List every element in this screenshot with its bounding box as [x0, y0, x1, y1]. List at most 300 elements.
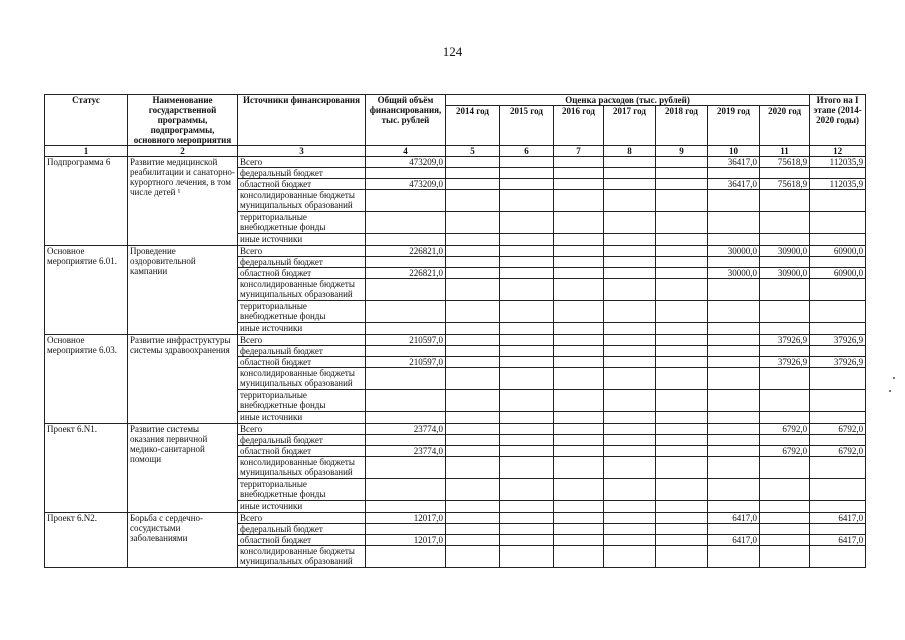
row-year-empty: [500, 368, 554, 390]
row-stage-total: 6417,0: [810, 535, 866, 546]
row-2019: [708, 457, 760, 479]
row-source: консолидированные бюджеты муниципальных образований: [238, 546, 366, 568]
row-year-empty: [604, 335, 656, 346]
row-year-empty: [446, 246, 500, 257]
row-year-empty: [656, 323, 708, 335]
row-year-empty: [500, 168, 554, 179]
row-year-empty: [656, 535, 708, 546]
row-year-empty: [554, 390, 604, 412]
row-2019: 6417,0: [708, 535, 760, 546]
row-year-empty: [554, 212, 604, 234]
row-year-empty: [656, 335, 708, 346]
row-total: [366, 212, 446, 234]
table-row: [45, 335, 866, 346]
row-source: федеральный бюджет: [238, 346, 366, 357]
row-total: 473209,0: [366, 179, 446, 190]
row-year-empty: [604, 257, 656, 268]
row-year-empty: [554, 357, 604, 368]
row-year-empty: [604, 212, 656, 234]
row-year-empty: [604, 323, 656, 335]
row-2020: [760, 535, 810, 546]
row-year-empty: [656, 368, 708, 390]
row-stage-total: [810, 346, 866, 357]
row-year-empty: [554, 435, 604, 446]
row-total: [366, 501, 446, 513]
row-year-empty: [554, 179, 604, 190]
row-stage-total: [810, 168, 866, 179]
row-2020: 6792,0: [760, 446, 810, 457]
row-year-empty: [446, 546, 500, 568]
row-total: [366, 279, 446, 301]
row-year-empty: [500, 435, 554, 446]
row-year-empty: [446, 412, 500, 424]
row-year-empty: [554, 257, 604, 268]
row-2019: [708, 323, 760, 335]
header-year: 2017 год: [604, 106, 656, 146]
row-stage-total: [810, 212, 866, 234]
row-year-empty: [500, 357, 554, 368]
row-2019: 36417,0: [708, 157, 760, 168]
row-stage-total: 6792,0: [810, 446, 866, 457]
row-total: [366, 546, 446, 568]
row-year-empty: [656, 168, 708, 179]
row-year-empty: [446, 157, 500, 168]
row-2020: [760, 279, 810, 301]
row-stage-total: [810, 524, 866, 535]
row-year-empty: [500, 524, 554, 535]
column-number: 4: [366, 146, 446, 157]
row-year-empty: [554, 546, 604, 568]
row-year-empty: [554, 246, 604, 257]
header-year: 2016 год: [554, 106, 604, 146]
header-source: Источники финансирования: [238, 95, 366, 146]
row-year-empty: [604, 524, 656, 535]
row-name: Борьба с сердечно-сосудистыми заболеваниями: [128, 513, 238, 568]
row-year-empty: [446, 524, 500, 535]
row-source: областной бюджет: [238, 179, 366, 190]
row-total: [366, 346, 446, 357]
row-2020: [760, 501, 810, 513]
row-stage-total: [810, 501, 866, 513]
row-2020: [760, 457, 810, 479]
row-source: федеральный бюджет: [238, 524, 366, 535]
row-stage-total: [810, 546, 866, 568]
row-stage-total: [810, 368, 866, 390]
row-year-empty: [604, 457, 656, 479]
row-total: 226821,0: [366, 246, 446, 257]
row-total: [366, 323, 446, 335]
row-total: [366, 168, 446, 179]
row-source: территориальные внебюджетные фонды: [238, 301, 366, 323]
row-year-empty: [500, 190, 554, 212]
row-total: [366, 257, 446, 268]
budget-table: [44, 94, 866, 568]
row-2020: 30900,0: [760, 246, 810, 257]
row-source: областной бюджет: [238, 535, 366, 546]
row-2019: [708, 301, 760, 323]
row-2020: [760, 524, 810, 535]
row-source: иные источники: [238, 234, 366, 246]
header-total: Общий объём финансирования, тыс. рублей: [366, 95, 446, 146]
row-2020: [760, 168, 810, 179]
row-stage-total: 112035,9: [810, 179, 866, 190]
row-year-empty: [554, 479, 604, 501]
row-year-empty: [446, 424, 500, 435]
row-year-empty: [656, 346, 708, 357]
row-status: Основное мероприятие 6.01.: [45, 246, 128, 335]
row-2019: [708, 234, 760, 246]
row-year-empty: [446, 212, 500, 234]
row-2020: [760, 412, 810, 424]
row-2020: 75618,9: [760, 179, 810, 190]
row-2020: [760, 546, 810, 568]
row-year-empty: [500, 335, 554, 346]
row-year-empty: [554, 279, 604, 301]
row-stage-total: 37926,9: [810, 335, 866, 346]
row-total: 12017,0: [366, 513, 446, 524]
row-year-empty: [446, 268, 500, 279]
row-2019: 30000,0: [708, 246, 760, 257]
row-2019: [708, 257, 760, 268]
row-status: Проект 6.N2.: [45, 513, 128, 568]
row-source: иные источники: [238, 501, 366, 513]
row-year-empty: [604, 535, 656, 546]
row-2020: 37926,9: [760, 357, 810, 368]
row-source: иные источники: [238, 323, 366, 335]
row-2019: [708, 212, 760, 234]
row-year-empty: [604, 479, 656, 501]
row-year-empty: [554, 335, 604, 346]
row-name: Проведение оздоровительной кампании: [128, 246, 238, 335]
row-year-empty: [656, 268, 708, 279]
row-year-empty: [500, 479, 554, 501]
row-2020: 30900,0: [760, 268, 810, 279]
column-number: 7: [554, 146, 604, 157]
row-year-empty: [500, 301, 554, 323]
row-year-empty: [604, 246, 656, 257]
row-source: Всего: [238, 424, 366, 435]
row-2020: [760, 234, 810, 246]
row-source: консолидированные бюджеты муниципальных образований: [238, 190, 366, 212]
row-stage-total: [810, 479, 866, 501]
row-name: Развитие системы оказания первичной медико-санитарной помощи: [128, 424, 238, 513]
column-number-row: [45, 146, 866, 157]
row-stage-total: [810, 279, 866, 301]
row-year-empty: [446, 501, 500, 513]
row-year-empty: [554, 501, 604, 513]
row-year-empty: [446, 234, 500, 246]
table-row: [45, 246, 866, 257]
row-year-empty: [554, 234, 604, 246]
row-year-empty: [446, 390, 500, 412]
row-year-empty: [500, 323, 554, 335]
row-year-empty: [446, 190, 500, 212]
row-year-empty: [656, 501, 708, 513]
row-stage-total: [810, 301, 866, 323]
column-number: 8: [604, 146, 656, 157]
row-2020: [760, 323, 810, 335]
row-year-empty: [656, 479, 708, 501]
header-name: Наименование государственной программы, подпрограммы, основного мероприятия: [128, 95, 238, 146]
row-2019: [708, 524, 760, 535]
row-year-empty: [446, 446, 500, 457]
table-row: [45, 513, 866, 524]
row-2019: [708, 390, 760, 412]
row-year-empty: [604, 234, 656, 246]
row-year-empty: [554, 190, 604, 212]
row-2020: [760, 301, 810, 323]
row-name: Развитие медицинской реабилитации и санаторно-курортного лечения, в том числе детей ¹: [128, 157, 238, 246]
header-year: 2019 год: [708, 106, 760, 146]
table-row: [45, 424, 866, 435]
column-number: 3: [238, 146, 366, 157]
row-year-empty: [604, 368, 656, 390]
row-year-empty: [604, 268, 656, 279]
header-year: 2015 год: [500, 106, 554, 146]
row-2019: [708, 546, 760, 568]
row-2020: [760, 257, 810, 268]
row-2020: 75618,9: [760, 157, 810, 168]
row-year-empty: [604, 446, 656, 457]
row-year-empty: [656, 546, 708, 568]
row-year-empty: [500, 457, 554, 479]
row-year-empty: [656, 412, 708, 424]
row-year-empty: [554, 524, 604, 535]
row-2019: [708, 346, 760, 357]
row-year-empty: [446, 179, 500, 190]
row-source: Всего: [238, 513, 366, 524]
row-year-empty: [554, 412, 604, 424]
column-number: 2: [128, 146, 238, 157]
row-year-empty: [446, 301, 500, 323]
row-2019: [708, 479, 760, 501]
row-total: 23774,0: [366, 424, 446, 435]
row-total: 12017,0: [366, 535, 446, 546]
row-2019: [708, 168, 760, 179]
row-source: территориальные внебюджетные фонды: [238, 212, 366, 234]
row-year-empty: [554, 513, 604, 524]
row-2019: 6417,0: [708, 513, 760, 524]
row-total: 226821,0: [366, 268, 446, 279]
row-year-empty: [500, 446, 554, 457]
row-year-empty: [604, 513, 656, 524]
row-year-empty: [656, 424, 708, 435]
row-year-empty: [604, 346, 656, 357]
row-name: Развитие инфраструктуры системы здравоохранения: [128, 335, 238, 424]
row-year-empty: [554, 368, 604, 390]
scan-speck: [893, 377, 895, 379]
row-year-empty: [604, 390, 656, 412]
page-number: 124: [442, 44, 463, 59]
row-year-empty: [500, 501, 554, 513]
row-year-empty: [500, 535, 554, 546]
row-year-empty: [604, 279, 656, 301]
row-2019: 30000,0: [708, 268, 760, 279]
row-year-empty: [656, 446, 708, 457]
row-total: 210597,0: [366, 335, 446, 346]
row-year-empty: [500, 279, 554, 301]
row-2019: 36417,0: [708, 179, 760, 190]
row-year-empty: [500, 412, 554, 424]
row-stage-total: 60900,0: [810, 246, 866, 257]
row-year-empty: [554, 457, 604, 479]
row-total: 210597,0: [366, 357, 446, 368]
row-year-empty: [446, 346, 500, 357]
row-total: [366, 390, 446, 412]
row-2020: [760, 513, 810, 524]
row-2019: [708, 357, 760, 368]
row-total: 473209,0: [366, 157, 446, 168]
row-year-empty: [604, 157, 656, 168]
row-year-empty: [554, 323, 604, 335]
row-total: [366, 479, 446, 501]
row-year-empty: [554, 157, 604, 168]
row-year-empty: [500, 257, 554, 268]
row-year-empty: [500, 212, 554, 234]
row-year-empty: [604, 424, 656, 435]
row-year-empty: [656, 190, 708, 212]
row-year-empty: [446, 335, 500, 346]
row-year-empty: [446, 257, 500, 268]
row-year-empty: [500, 157, 554, 168]
row-total: [366, 524, 446, 535]
row-year-empty: [604, 435, 656, 446]
row-year-empty: [446, 357, 500, 368]
row-year-empty: [500, 513, 554, 524]
scan-speck: [889, 390, 891, 392]
row-year-empty: [446, 513, 500, 524]
row-year-empty: [656, 157, 708, 168]
row-year-empty: [656, 301, 708, 323]
row-2020: [760, 190, 810, 212]
row-total: [366, 412, 446, 424]
row-source: консолидированные бюджеты муниципальных образований: [238, 368, 366, 390]
row-source: федеральный бюджет: [238, 168, 366, 179]
row-stage-total: 6792,0: [810, 424, 866, 435]
row-year-empty: [604, 301, 656, 323]
row-2020: 6792,0: [760, 424, 810, 435]
row-year-empty: [446, 279, 500, 301]
row-2019: [708, 335, 760, 346]
row-2019: [708, 435, 760, 446]
row-year-empty: [656, 524, 708, 535]
row-year-empty: [604, 190, 656, 212]
row-stage-total: 60900,0: [810, 268, 866, 279]
column-number: 12: [810, 146, 866, 157]
row-stage-total: [810, 190, 866, 212]
row-2020: [760, 435, 810, 446]
row-source: областной бюджет: [238, 268, 366, 279]
row-year-empty: [500, 246, 554, 257]
row-status: Основное мероприятие 6.03.: [45, 335, 128, 424]
column-number: 1: [45, 146, 128, 157]
row-year-empty: [554, 268, 604, 279]
row-2019: [708, 412, 760, 424]
row-year-empty: [500, 346, 554, 357]
row-2019: [708, 501, 760, 513]
row-source: иные источники: [238, 412, 366, 424]
row-year-empty: [500, 179, 554, 190]
header-year: 2018 год: [656, 106, 708, 146]
row-2019: [708, 190, 760, 212]
row-total: [366, 368, 446, 390]
row-year-empty: [604, 357, 656, 368]
row-year-empty: [500, 268, 554, 279]
row-year-empty: [604, 179, 656, 190]
row-source: Всего: [238, 157, 366, 168]
header-stage-total: Итого на I этапе (2014-2020 годы): [810, 95, 866, 146]
row-year-empty: [446, 479, 500, 501]
row-year-empty: [656, 212, 708, 234]
row-year-empty: [656, 513, 708, 524]
row-2020: [760, 368, 810, 390]
row-year-empty: [554, 168, 604, 179]
row-total: [366, 457, 446, 479]
row-source: федеральный бюджет: [238, 257, 366, 268]
row-source: консолидированные бюджеты муниципальных образований: [238, 279, 366, 301]
row-2019: [708, 279, 760, 301]
row-stage-total: 6417,0: [810, 513, 866, 524]
row-year-empty: [446, 168, 500, 179]
row-year-empty: [500, 424, 554, 435]
table-row: [45, 157, 866, 168]
row-year-empty: [656, 179, 708, 190]
row-year-empty: [656, 457, 708, 479]
row-year-empty: [500, 234, 554, 246]
header-year: 2014 год: [446, 106, 500, 146]
row-stage-total: [810, 435, 866, 446]
row-year-empty: [604, 412, 656, 424]
row-stage-total: [810, 412, 866, 424]
header-status: Статус: [45, 95, 128, 146]
row-source: территориальные внебюджетные фонды: [238, 479, 366, 501]
row-year-empty: [656, 390, 708, 412]
row-year-empty: [604, 501, 656, 513]
header-year: 2020 год: [760, 106, 810, 146]
row-source: Всего: [238, 246, 366, 257]
row-total: [366, 435, 446, 446]
row-year-empty: [554, 535, 604, 546]
row-year-empty: [656, 234, 708, 246]
row-stage-total: [810, 257, 866, 268]
row-source: областной бюджет: [238, 446, 366, 457]
row-year-empty: [446, 457, 500, 479]
column-number: 11: [760, 146, 810, 157]
row-2019: [708, 424, 760, 435]
row-year-empty: [446, 323, 500, 335]
row-stage-total: [810, 323, 866, 335]
row-2019: [708, 368, 760, 390]
row-year-empty: [554, 424, 604, 435]
row-stage-total: [810, 457, 866, 479]
row-year-empty: [554, 301, 604, 323]
header-estimate: Оценка расходов (тыс. рублей): [446, 95, 810, 106]
row-source: федеральный бюджет: [238, 435, 366, 446]
row-year-empty: [446, 535, 500, 546]
row-2020: 37926,9: [760, 335, 810, 346]
row-2020: [760, 346, 810, 357]
column-number: 9: [656, 146, 708, 157]
column-number: 5: [446, 146, 500, 157]
row-year-empty: [554, 346, 604, 357]
row-year-empty: [554, 446, 604, 457]
row-year-empty: [656, 257, 708, 268]
row-year-empty: [500, 546, 554, 568]
row-status: Подпрограмма 6: [45, 157, 128, 246]
row-source: Всего: [238, 335, 366, 346]
row-year-empty: [656, 246, 708, 257]
row-year-empty: [446, 435, 500, 446]
